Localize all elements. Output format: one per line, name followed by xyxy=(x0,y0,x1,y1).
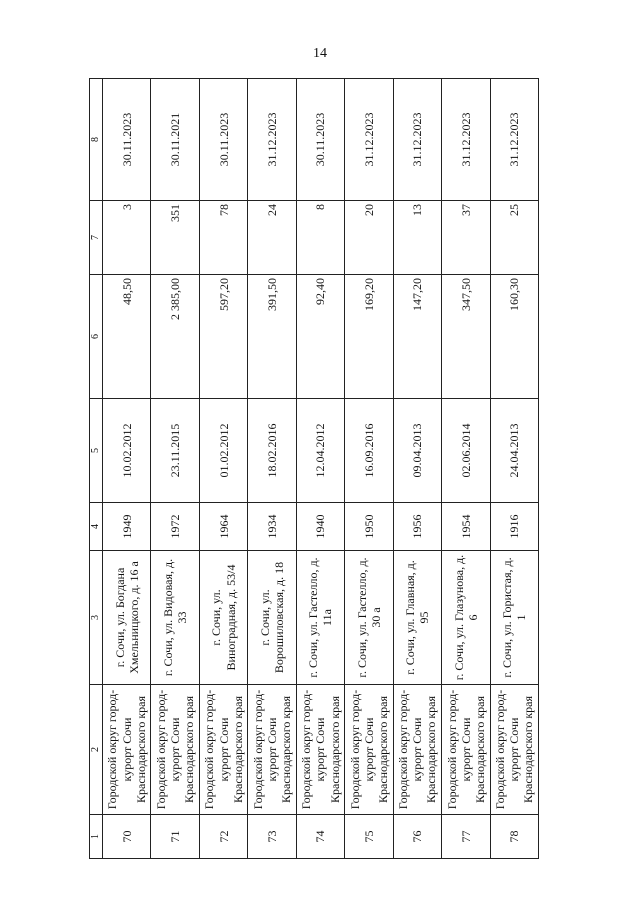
residents-count-cell: 8 xyxy=(296,201,344,275)
deadline-cell: 31.12.2023 xyxy=(490,79,539,201)
area-cell: 2 385,00 xyxy=(151,275,199,399)
row-number: 75 xyxy=(345,815,393,859)
row-number: 74 xyxy=(296,815,344,859)
decision-date-cell: 02.06.2014 xyxy=(442,399,490,503)
municipality-cell: Городской округ город-курорт Сочи Краснодарского края xyxy=(103,685,151,815)
residents-count-cell: 351 xyxy=(151,201,199,275)
municipality-cell: Городской округ город-курорт Сочи Краснодарского края xyxy=(345,685,393,815)
area-cell: 169,20 xyxy=(345,275,393,399)
deadline-cell: 30.11.2023 xyxy=(199,79,247,201)
residents-count-cell: 13 xyxy=(393,201,441,275)
column-header: 2 xyxy=(90,685,103,815)
table-row xyxy=(345,79,393,859)
municipality-cell: Городской округ город-курорт Сочи Краснодарского края xyxy=(393,685,441,815)
area-cell: 147,20 xyxy=(393,275,441,399)
build-year-cell: 1956 xyxy=(393,503,441,551)
municipality-cell: Городской округ город-курорт Сочи Краснодарского края xyxy=(248,685,296,815)
address-cell: г. Сочи, ул. Главная, д. 95 xyxy=(393,551,441,685)
residents-count-cell: 37 xyxy=(442,201,490,275)
residents-count-cell: 25 xyxy=(490,201,539,275)
row-number: 77 xyxy=(442,815,490,859)
decision-date-cell: 10.02.2012 xyxy=(103,399,151,503)
table-row xyxy=(248,79,296,859)
build-year-cell: 1964 xyxy=(199,503,247,551)
address-cell: г. Сочи, ул. Гастелло, д. 11а xyxy=(296,551,344,685)
deadline-cell: 31.12.2023 xyxy=(248,79,296,201)
row-number: 72 xyxy=(199,815,247,859)
build-year-cell: 1916 xyxy=(490,503,539,551)
table-row xyxy=(490,79,539,859)
address-cell: г. Сочи, ул. Виноградная, д. 53/4 xyxy=(199,551,247,685)
residents-count-cell: 20 xyxy=(345,201,393,275)
column-number-header xyxy=(90,79,103,859)
column-header: 7 xyxy=(90,201,103,275)
build-year-cell: 1949 xyxy=(103,503,151,551)
row-number: 70 xyxy=(103,815,151,859)
column-header: 4 xyxy=(90,503,103,551)
row-number: 73 xyxy=(248,815,296,859)
build-year-cell: 1934 xyxy=(248,503,296,551)
area-cell: 391,50 xyxy=(248,275,296,399)
table-body xyxy=(103,79,539,859)
table-row xyxy=(296,79,344,859)
decision-date-cell: 18.02.2016 xyxy=(248,399,296,503)
municipality-cell: Городской округ город-курорт Сочи Краснодарского края xyxy=(442,685,490,815)
row-number: 76 xyxy=(393,815,441,859)
decision-date-cell: 23.11.2015 xyxy=(151,399,199,503)
area-cell: 48,50 xyxy=(103,275,151,399)
column-header: 6 xyxy=(90,275,103,399)
table-row xyxy=(442,79,490,859)
residents-count-cell: 78 xyxy=(199,201,247,275)
housing-table xyxy=(89,78,539,859)
row-number: 78 xyxy=(490,815,539,859)
address-cell: г. Сочи, ул. Видовая, д. 33 xyxy=(151,551,199,685)
row-number: 71 xyxy=(151,815,199,859)
area-cell: 160,30 xyxy=(490,275,539,399)
table-row xyxy=(103,79,151,859)
deadline-cell: 30.11.2023 xyxy=(103,79,151,201)
deadline-cell: 30.11.2021 xyxy=(151,79,199,201)
column-header: 1 xyxy=(90,815,103,859)
deadline-cell: 31.12.2023 xyxy=(442,79,490,201)
residents-count-cell: 3 xyxy=(103,201,151,275)
municipality-cell: Городской округ город-курорт Сочи Краснодарского края xyxy=(199,685,247,815)
page-number: 14 xyxy=(313,46,327,61)
column-header: 3 xyxy=(90,551,103,685)
deadline-cell: 31.12.2023 xyxy=(345,79,393,201)
municipality-cell: Городской округ город-курорт Сочи Краснодарского края xyxy=(151,685,199,815)
decision-date-cell: 09.04.2013 xyxy=(393,399,441,503)
table-row xyxy=(199,79,247,859)
address-cell: г. Сочи, ул. Гористая, д. 1 xyxy=(490,551,539,685)
build-year-cell: 1972 xyxy=(151,503,199,551)
decision-date-cell: 16.09.2016 xyxy=(345,399,393,503)
column-header: 5 xyxy=(90,399,103,503)
deadline-cell: 30.11.2023 xyxy=(296,79,344,201)
address-cell: г. Сочи, ул. Гастелло, д. 30 а xyxy=(345,551,393,685)
decision-date-cell: 24.04.2013 xyxy=(490,399,539,503)
area-cell: 92,40 xyxy=(296,275,344,399)
address-cell: г. Сочи, ул. Глазунова, д. 6 xyxy=(442,551,490,685)
area-cell: 347,50 xyxy=(442,275,490,399)
build-year-cell: 1940 xyxy=(296,503,344,551)
column-header: 8 xyxy=(90,79,103,201)
decision-date-cell: 01.02.2012 xyxy=(199,399,247,503)
municipality-cell: Городской округ город-курорт Сочи Краснодарского края xyxy=(490,685,539,815)
municipality-cell: Городской округ город-курорт Сочи Краснодарского края xyxy=(296,685,344,815)
build-year-cell: 1954 xyxy=(442,503,490,551)
residents-count-cell: 24 xyxy=(248,201,296,275)
table-row xyxy=(393,79,441,859)
rotated-table-wrapper xyxy=(89,79,539,859)
address-cell: г. Сочи, ул. Богдана Хмельницкого, д. 16 а xyxy=(103,551,151,685)
table-row xyxy=(151,79,199,859)
build-year-cell: 1950 xyxy=(345,503,393,551)
area-cell: 597,20 xyxy=(199,275,247,399)
address-cell: г. Сочи, ул. Ворошиловская, д. 18 xyxy=(248,551,296,685)
decision-date-cell: 12.04.2012 xyxy=(296,399,344,503)
deadline-cell: 31.12.2023 xyxy=(393,79,441,201)
